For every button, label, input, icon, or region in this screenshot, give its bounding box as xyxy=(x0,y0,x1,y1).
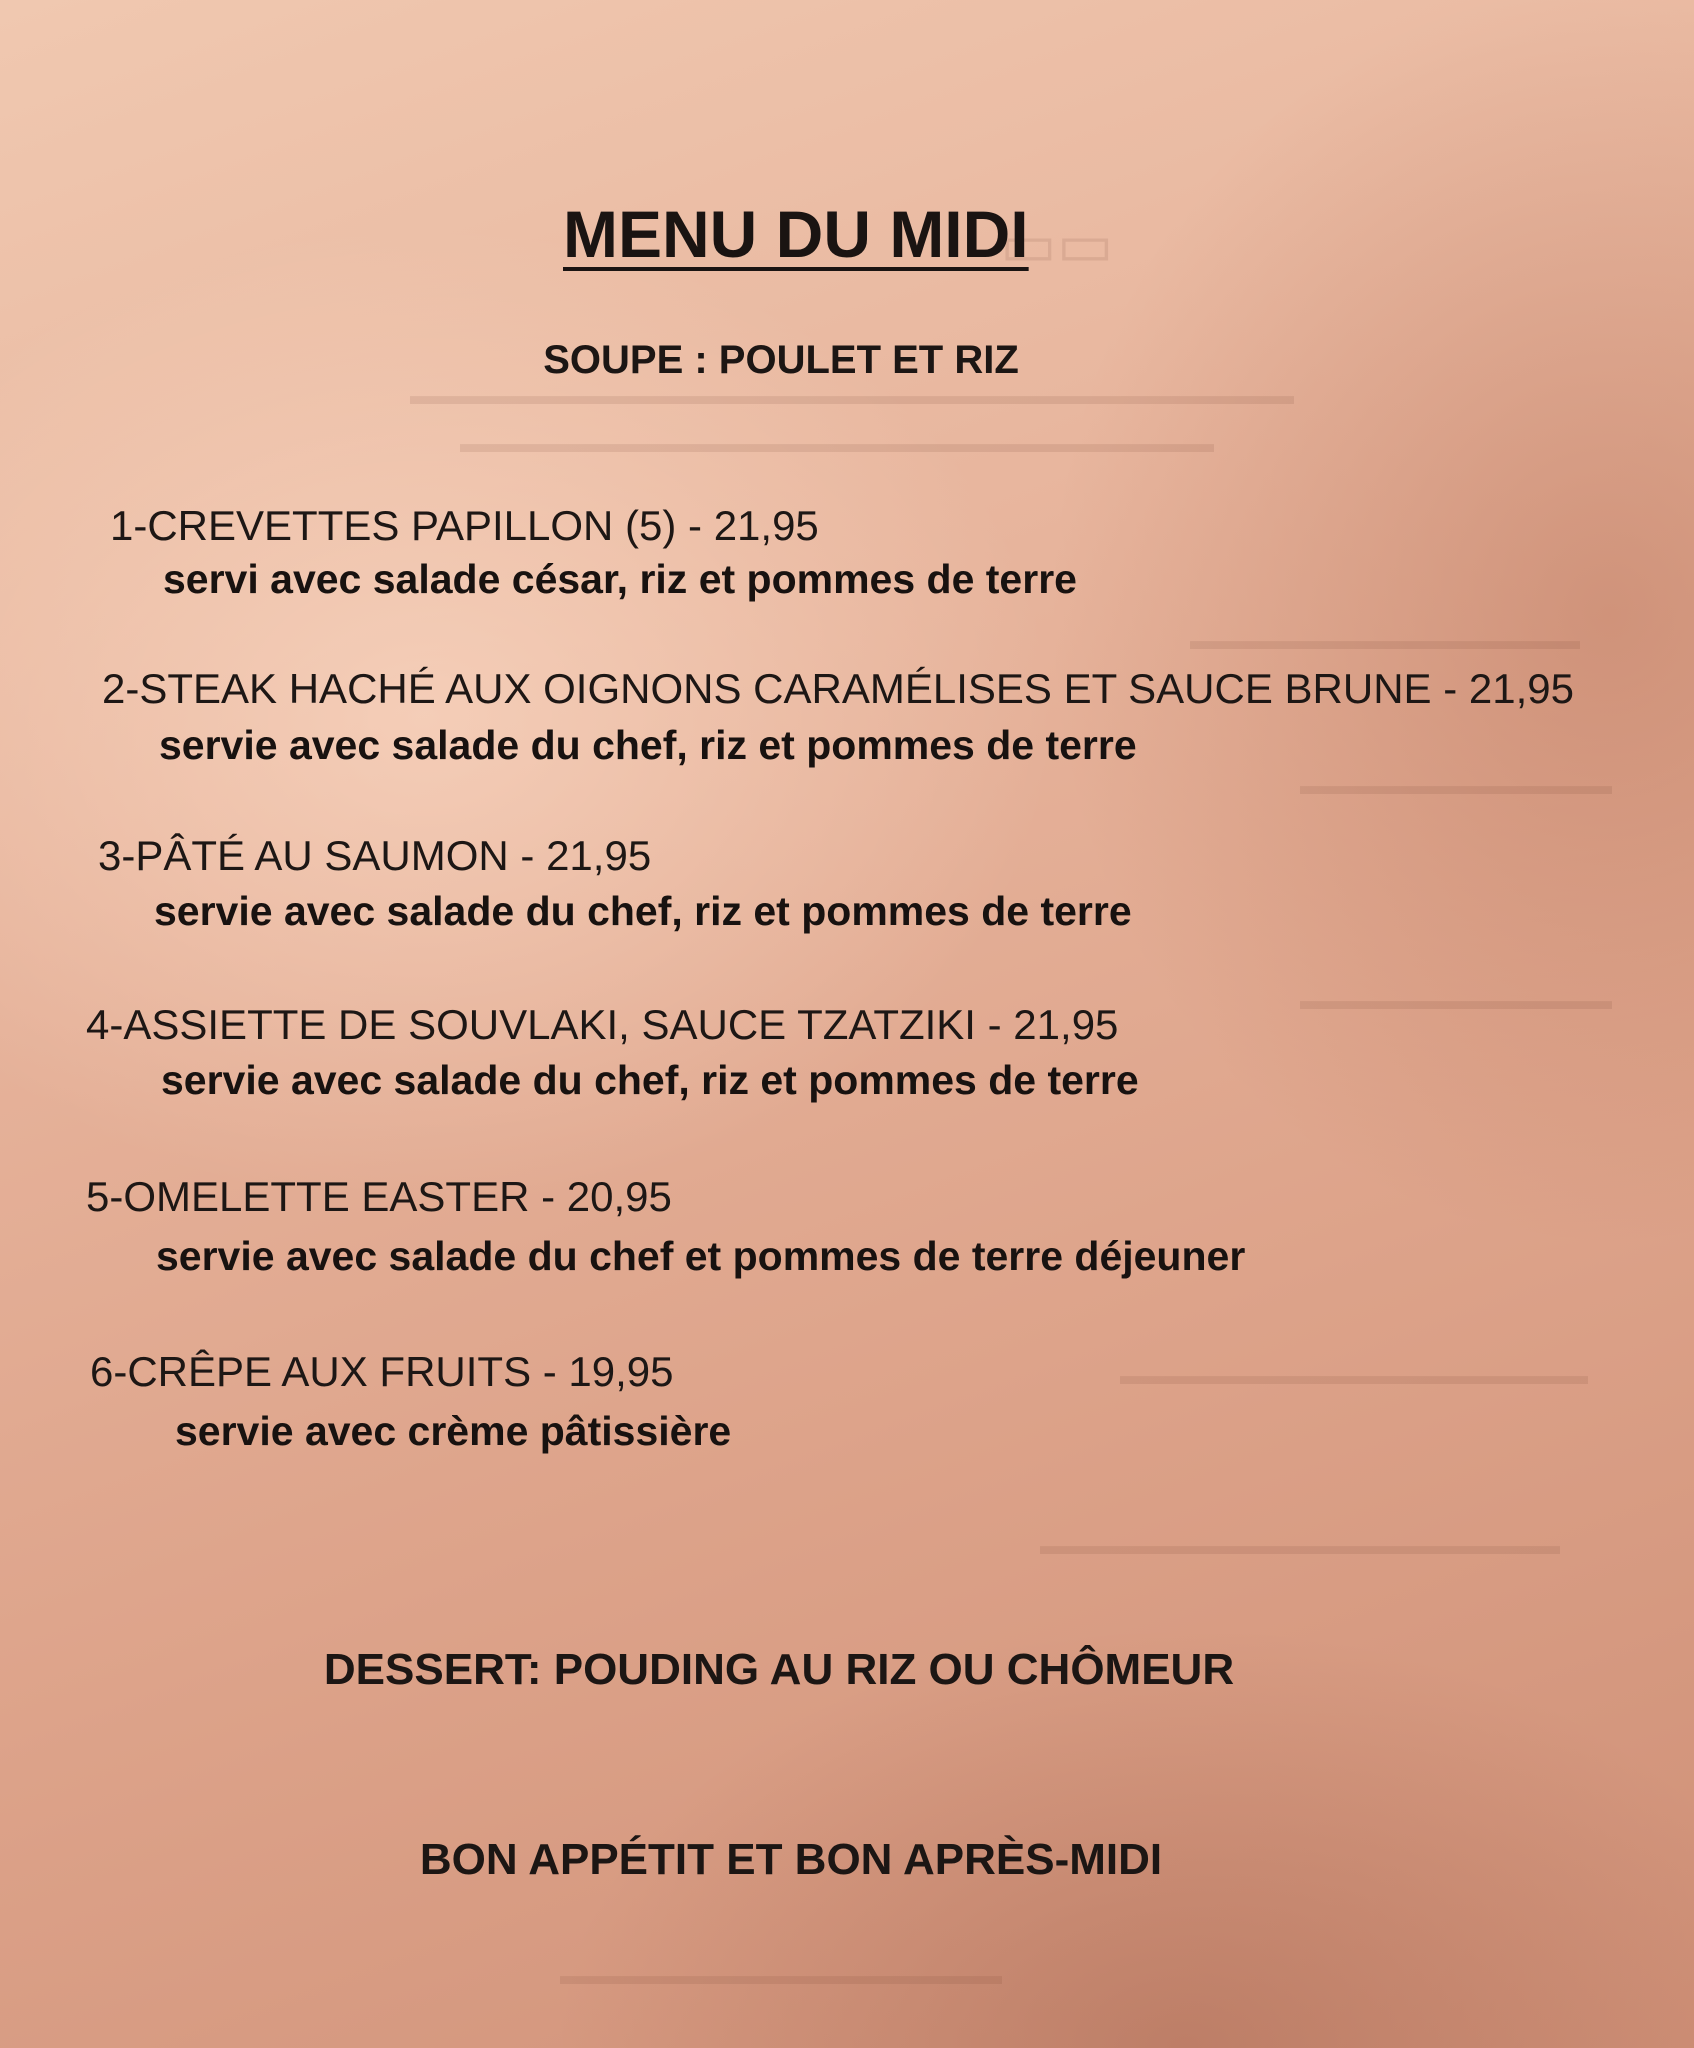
menu-item-description: servie avec salade du chef, riz et pommes de terre xyxy=(161,1057,1139,1103)
menu-item-title: 1-CREVETTES PAPILLON (5) - 21,95 xyxy=(110,502,819,549)
bleed-through-texture: ▬▬▬▬▬▬▬▬▬▬▬▬▬▬▬▬▬▬▬▬ xyxy=(1040,1530,1560,1560)
bleed-through-texture: ▬▬▬▬▬▬▬▬▬▬▬▬▬▬▬▬▬▬ xyxy=(1120,1360,1588,1390)
menu-item-title: 5-OMELETTE EASTER - 20,95 xyxy=(86,1173,672,1220)
bleed-through-texture: ▬▬▬▬▬▬▬▬▬▬▬▬▬▬▬▬▬▬▬▬▬▬▬▬▬▬▬▬▬ xyxy=(460,428,1214,458)
menu-title: MENU DU MIDI xyxy=(563,197,1029,271)
bleed-through-texture: ▬▬▬▬▬▬▬▬▬▬▬▬ xyxy=(1300,985,1612,1015)
closing-line: BON APPÉTIT ET BON APRÈS-MIDI xyxy=(419,1835,1163,1884)
menu-item-title: 6-CRÊPE AUX FRUITS - 19,95 xyxy=(90,1348,674,1395)
bleed-through-texture: ▭▭ xyxy=(1000,211,1114,278)
soup-line: SOUPE : POULET ET RIZ xyxy=(543,338,1019,382)
menu-item-description: servi avec salade césar, riz et pommes de terre xyxy=(163,556,1077,602)
bleed-through-texture: ▬▬▬▬▬▬▬▬▬▬▬▬▬▬▬▬▬▬▬▬▬▬▬▬▬▬▬▬▬▬▬▬▬▬ xyxy=(410,380,1294,410)
bleed-through-texture: ▬▬▬▬▬▬▬▬▬▬▬▬ xyxy=(1300,770,1612,800)
bleed-through-texture: ▬▬▬▬▬▬▬▬▬▬▬▬▬▬▬ xyxy=(1190,625,1580,655)
menu-item-description: servie avec salade du chef et pommes de terre déjeuner xyxy=(156,1233,1246,1279)
menu-item-title: 3-PÂTÉ AU SAUMON - 21,95 xyxy=(98,832,652,879)
menu-item-title: 2-STEAK HACHÉ AUX OIGNONS CARAMÉLISES ET SAUCE BRUNE - 21,95 xyxy=(102,665,1574,712)
menu-item-description: servie avec crème pâtissière xyxy=(175,1408,732,1454)
menu-item-description: servie avec salade du chef, riz et pommes de terre xyxy=(159,722,1137,768)
menu-item-description: servie avec salade du chef, riz et pommes de terre xyxy=(154,888,1132,934)
menu-item-title: 4-ASSIETTE DE SOUVLAKI, SAUCE TZATZIKI - 21,95 xyxy=(86,1001,1119,1048)
dessert-line: DESSERT: POUDING AU RIZ OU CHÔMEUR xyxy=(323,1645,1235,1694)
bleed-through-texture: ▬▬▬▬▬▬▬▬▬▬▬▬▬▬▬▬▬ xyxy=(560,1960,1002,1990)
